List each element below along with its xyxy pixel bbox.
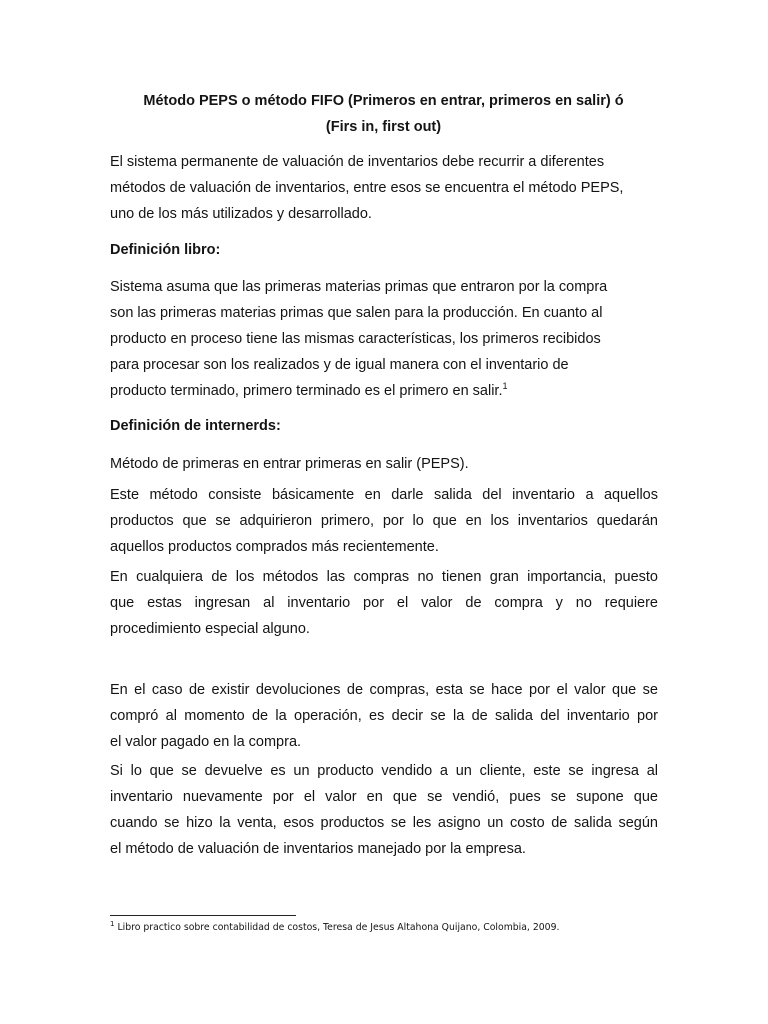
text-line: métodos de valuación de inventarios, entre esos se encuentra el método PEPS, xyxy=(110,180,624,196)
internerds-paragraph-5 xyxy=(110,758,658,862)
footnote-marker: 1 xyxy=(110,920,115,928)
internerds-paragraph-1 xyxy=(110,451,658,477)
libro-paragraph xyxy=(110,274,658,404)
text-line: Método de primeras en entrar primeras en salir (PEPS). xyxy=(110,456,469,472)
text-line: El sistema permanente de valuación de inventarios debe recurrir a diferentes xyxy=(110,154,605,170)
text-line: aquellos productos comprados más recientemente. xyxy=(110,539,439,555)
text-line: cuando se hizo la venta, esos productos se les asigno un costo de salida según xyxy=(110,815,658,831)
text-line: En el caso de existir devoluciones de compras, esta se hace por el valor que se xyxy=(110,682,658,698)
document-title xyxy=(100,88,667,140)
internerds-paragraph-4 xyxy=(110,677,658,755)
text-line: el valor pagado en la compra. xyxy=(110,734,302,750)
text-line: para procesar son los realizados y de igual manera con el inventario de xyxy=(110,357,569,373)
text-line: son las primeras materias primas que salen para la producción. En cuanto al xyxy=(110,305,603,321)
title-line-2: (Firs in, first out) xyxy=(325,119,442,135)
title-line-1: Método PEPS o método FIFO (Primeros en entrar, primeros en salir) ó xyxy=(143,93,624,109)
internerds-paragraph-3 xyxy=(110,564,658,642)
intro-paragraph xyxy=(110,149,658,227)
text-line: compró al momento de la operación, es decir se la de salida del inventario por xyxy=(110,708,658,724)
text-line: En cualquiera de los métodos las compras no tienen gran importancia, puesto xyxy=(110,569,658,585)
text-line: inventario nuevamente por el valor en que se vendió, pues se supone que xyxy=(110,789,658,805)
text-line: el método de valuación de inventarios manejado por la empresa. xyxy=(110,841,526,857)
text-line: Si lo que se devuelve es un producto vendido a un cliente, este se ingresa al xyxy=(110,763,658,779)
footnote xyxy=(110,920,559,936)
text-line: Este método consiste básicamente en darle salida del inventario a aquellos xyxy=(110,487,658,503)
heading-definicion-internerds: Definición de internerds: xyxy=(110,418,281,434)
text-line: productos que se adquirieron primero, por lo que en los inventarios quedarán xyxy=(110,513,658,529)
footnote-text: Libro practico sobre contabilidad de costos, Teresa de Jesus Altahona Quijano, Colombia, 2009. xyxy=(117,922,560,933)
heading-definicion-libro: Definición libro: xyxy=(110,242,221,258)
text-line: que estas ingresan al inventario por el valor de compra y no requiere xyxy=(110,595,658,611)
text-line: Sistema asuma que las primeras materias primas que entraron por la compra xyxy=(110,279,608,295)
text-line-content: producto terminado, primero terminado es el primero en salir. xyxy=(110,383,503,399)
text-line xyxy=(110,378,658,404)
internerds-paragraph-2 xyxy=(110,482,658,560)
text-line: producto en proceso tiene las mismas características, los primeros recibidos xyxy=(110,331,601,347)
footnote-separator xyxy=(110,915,296,916)
footnote-reference[interactable]: 1 xyxy=(502,381,508,391)
text-line: procedimiento especial alguno. xyxy=(110,621,310,637)
text-line: uno de los más utilizados y desarrollado. xyxy=(110,206,372,222)
